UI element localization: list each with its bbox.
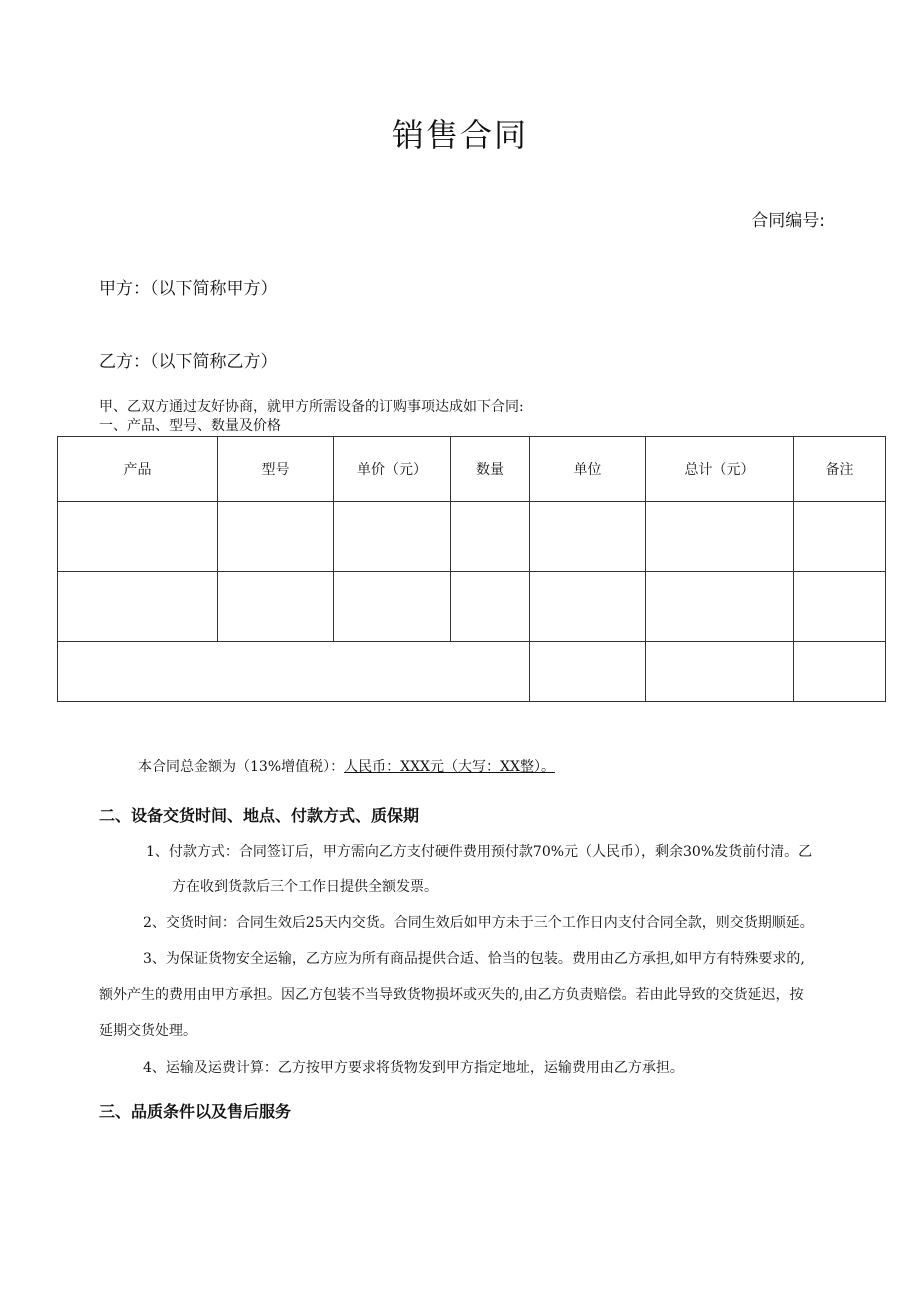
- header-remarks: 备注: [794, 437, 886, 502]
- table-cell: [218, 572, 334, 642]
- table-cell: [334, 572, 451, 642]
- table-row: [58, 572, 886, 642]
- intro-line: 甲、乙双方通过友好协商，就甲方所需设备的订购事项达成如下合同:: [99, 399, 524, 415]
- total-amount-prefix: 本合同总金额为（13%增值税）：: [138, 759, 345, 775]
- table-cell: [218, 502, 334, 572]
- section-2-item-3-line-1: 3、为保证货物安全运输，乙方应为所有商品提供合适、恰当的包装。费用由乙方承担,如甲方有特殊要求的,: [143, 951, 805, 967]
- section-2-item-2: 2、交货时间：合同生效后25天内交货。合同生效后如甲方未于三个工作日内支付合同全款，则交货期顺延。: [143, 915, 814, 931]
- table-total-row: [58, 642, 886, 702]
- table-header-row: [58, 437, 886, 502]
- header-product: 产品: [58, 437, 218, 502]
- table-cell: [794, 502, 886, 572]
- section-2-item-3-line-3: 延期交货处理。: [99, 1023, 197, 1039]
- header-unit: 单位: [530, 437, 646, 502]
- table-cell: [646, 642, 794, 702]
- header-model: 型号: [218, 437, 334, 502]
- section-1-title: 一、产品、型号、数量及价格: [99, 418, 281, 434]
- table-row: [58, 502, 886, 572]
- table-cell: [530, 502, 646, 572]
- table-cell-merged: [58, 642, 530, 702]
- contract-number-label: 合同编号:: [751, 211, 825, 231]
- section-2-item-1-line-2: 方在收到货款后三个工作日提供全额发票。: [172, 879, 438, 895]
- section-2-title: 二、设备交货时间、地点、付款方式、质保期: [99, 806, 420, 825]
- header-unit-price: 单价（元）: [334, 437, 451, 502]
- header-total: 总计（元）: [646, 437, 794, 502]
- section-2-item-3-line-2: 额外产生的费用由甲方承担。因乙方包装不当导致货物损坏或灭失的,由乙方负责赔偿。若由此导致的交货延迟，按: [99, 987, 804, 1003]
- section-3-title: 三、品质条件以及售后服务: [99, 1102, 292, 1121]
- table-cell: [451, 572, 530, 642]
- table-cell: [530, 642, 646, 702]
- section-2-item-4: 4、运输及运费计算：乙方按甲方要求将货物发到甲方指定地址，运输费用由乙方承担。: [143, 1060, 684, 1076]
- total-amount-line: [138, 757, 555, 777]
- table-cell: [334, 502, 451, 572]
- product-table: [57, 436, 886, 702]
- section-2-item-1-line-1: 1、付款方式：合同签订后，甲方需向乙方支付硬件费用预付款70%元（人民币），剩余30%发货前付清。乙: [146, 844, 813, 860]
- table-cell: [58, 572, 218, 642]
- table-cell: [530, 572, 646, 642]
- table-cell: [451, 502, 530, 572]
- total-amount-value: 人民币：XXX元（大写：XX整）。: [344, 759, 555, 775]
- header-quantity: 数量: [451, 437, 530, 502]
- document-title: 销售合同: [391, 116, 528, 154]
- table-cell: [646, 502, 794, 572]
- party-b-line: 乙方：（以下简称乙方）: [99, 352, 278, 372]
- table-cell: [794, 572, 886, 642]
- table-cell: [58, 502, 218, 572]
- party-a-line: 甲方：（以下简称甲方）: [99, 279, 278, 299]
- table-cell: [646, 572, 794, 642]
- table-cell: [794, 642, 886, 702]
